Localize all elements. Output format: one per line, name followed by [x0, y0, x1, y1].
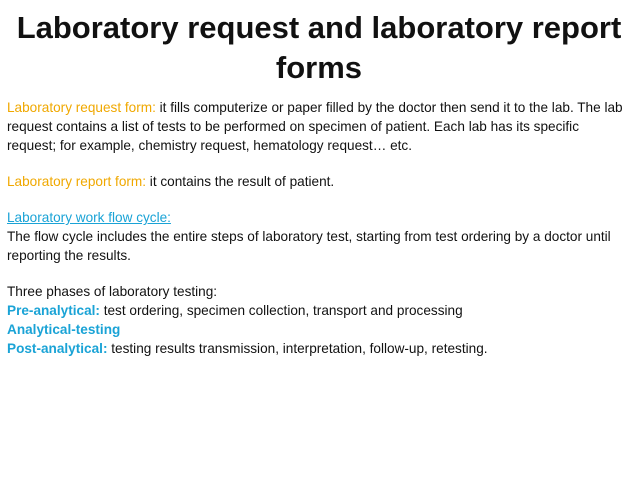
report-form-label: Laboratory report form: [7, 174, 147, 189]
spacer [7, 265, 623, 282]
report-form-text: it contains the result of patient. [146, 174, 335, 189]
request-form-paragraph [7, 98, 623, 155]
post-analytical-paragraph [7, 339, 623, 358]
phases-intro: Three phases of laboratory testing: [7, 284, 218, 299]
workflow-heading-paragraph [7, 208, 623, 227]
post-analytical-text: testing results transmission, interpretation, follow-up, retesting. [107, 341, 488, 356]
post-analytical-label: Post-analytical: [7, 341, 108, 356]
workflow-text: The flow cycle includes the entire steps of laboratory test, starting from test ordering by a doctor until reporting the results. [7, 229, 611, 263]
analytical-testing-label: Analytical-testing [7, 322, 121, 337]
pre-analytical-label: Pre-analytical: [7, 303, 100, 318]
spacer [7, 155, 623, 172]
pre-analytical-text: test ordering, specimen collection, transport and processing [99, 303, 463, 318]
analytical-testing-paragraph [7, 320, 623, 339]
slide-title: Laboratory request and laboratory report forms [16, 10, 622, 85]
pre-analytical-paragraph [7, 301, 623, 320]
spacer [7, 191, 623, 208]
request-form-label: Laboratory request form: [7, 100, 156, 115]
request-form-text: it fills computerize or paper filled by the doctor then send it to the lab. The lab request contains a list of tests to be performed on specimen of patient. Each lab has its specific request; for example, chemistry request, hematology request… etc. [7, 100, 623, 153]
slide-body [7, 98, 623, 358]
report-form-paragraph [7, 172, 623, 191]
workflow-heading: Laboratory work flow cycle: [7, 210, 171, 225]
